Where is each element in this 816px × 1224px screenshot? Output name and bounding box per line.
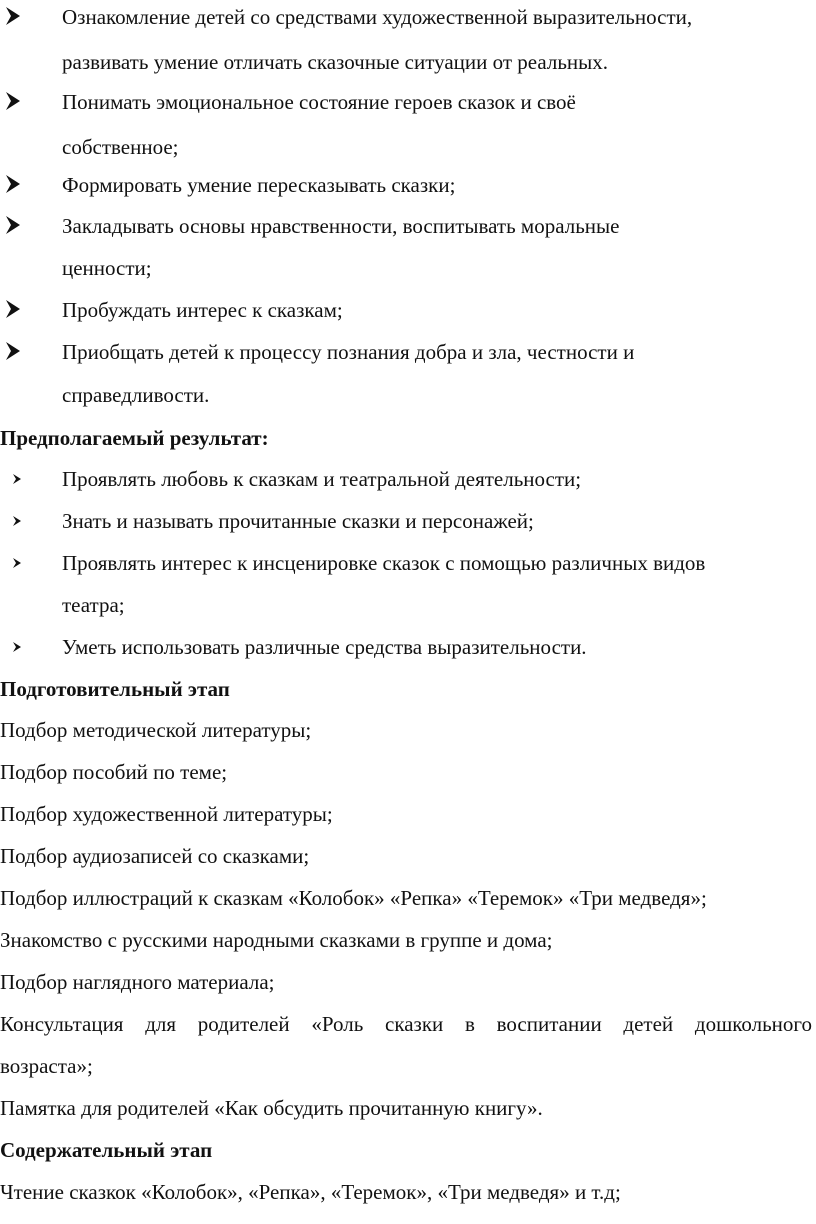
arrow-bullet-icon	[4, 214, 22, 236]
result-text: Знать и называть прочитанные сказки и персонажей;	[62, 509, 534, 533]
small-arrow-bullet-icon	[12, 467, 22, 491]
preparatory-line: Подбор художественной литературы;	[0, 802, 333, 826]
section-heading-preparatory-stage: Подготовительный этап	[0, 677, 230, 701]
content-line: Чтение сказкок «Колобок», «Репка», «Теремок», «Три медведя» и т.д;	[0, 1180, 621, 1204]
goal-text: Приобщать детей к процессу познания добра и зла, честности и	[62, 340, 635, 364]
goal-text-continued: развивать умение отличать сказочные ситуации от реальных.	[62, 50, 608, 74]
small-arrow-bullet-icon	[12, 551, 22, 575]
preparatory-line: Подбор аудиозаписей со сказками;	[0, 844, 310, 868]
arrow-bullet-icon	[4, 173, 22, 195]
preparatory-line: Подбор методической литературы;	[0, 718, 312, 742]
goal-text-continued: справедливости.	[62, 383, 210, 407]
arrow-bullet-icon	[4, 298, 22, 320]
arrow-bullet-icon	[4, 340, 22, 362]
result-text-continued: театра;	[62, 593, 125, 617]
section-heading-expected-result: Предполагаемый результат:	[0, 426, 269, 450]
preparatory-line: Знакомство с русскими народными сказками в группе и дома;	[0, 928, 553, 952]
goal-text: Ознакомление детей со средствами художественной выразительности,	[62, 5, 693, 29]
small-arrow-bullet-icon	[12, 509, 22, 533]
goal-text-continued: собственное;	[62, 135, 179, 159]
preparatory-line: Подбор иллюстраций к сказкам «Колобок» «Репка» «Теремок» «Три медведя»;	[0, 886, 707, 910]
preparatory-line: Подбор наглядного материала;	[0, 970, 275, 994]
result-text: Уметь использовать различные средства выразительности.	[62, 635, 587, 659]
result-text: Проявлять любовь к сказкам и театральной деятельности;	[62, 467, 582, 491]
preparatory-line: Консультация для родителей «Роль сказки в воспитании детей дошкольного	[0, 1012, 812, 1036]
preparatory-line: Подбор пособий по теме;	[0, 760, 228, 784]
goal-text-continued: ценности;	[62, 256, 152, 280]
arrow-bullet-icon	[4, 90, 22, 112]
goal-text: Формировать умение пересказывать сказки;	[62, 173, 456, 197]
goal-text: Понимать эмоциональное состояние героев сказок и своё	[62, 90, 576, 114]
goal-text: Закладывать основы нравственности, воспитывать моральные	[62, 214, 620, 238]
result-text: Проявлять интерес к инсценировке сказок с помощью различных видов	[62, 551, 706, 575]
goal-text: Пробуждать интерес к сказкам;	[62, 298, 343, 322]
arrow-bullet-icon	[4, 5, 22, 27]
section-heading-content-stage: Содержательный этап	[0, 1138, 213, 1162]
preparatory-line: Памятка для родителей «Как обсудить прочитанную книгу».	[0, 1096, 543, 1120]
small-arrow-bullet-icon	[12, 635, 22, 659]
preparatory-line: возраста»;	[0, 1054, 93, 1078]
